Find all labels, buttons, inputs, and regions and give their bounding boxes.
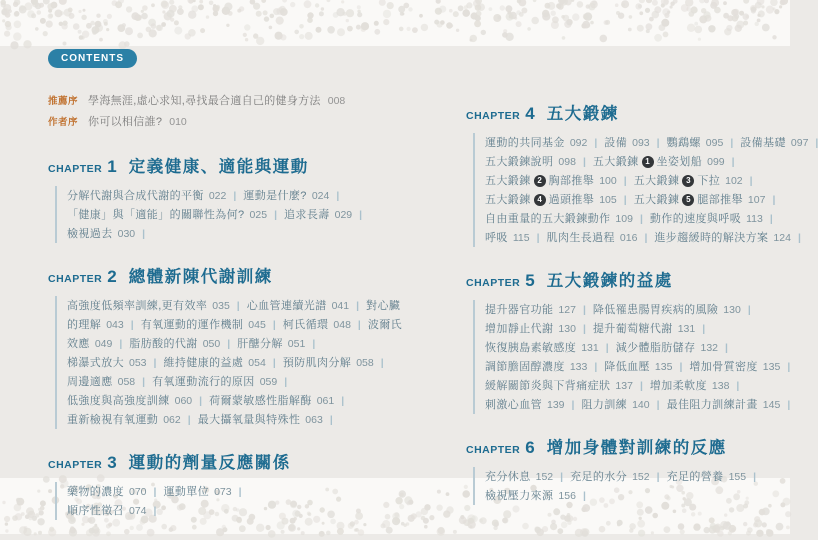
separator: |: [753, 471, 757, 483]
page-number: 049: [94, 338, 113, 350]
toc-entry-title: 五大鍛鍊: [633, 194, 680, 206]
separator: |: [357, 319, 361, 331]
toc-entry-title: 五大鍛鍊: [633, 175, 680, 187]
page-number: 113: [746, 213, 763, 225]
toc-entry-title: 設備基礎: [740, 137, 786, 149]
halftone-band-top: [0, 0, 790, 46]
toc-entry-title: 鸚鵡螺: [666, 137, 701, 149]
separator: |: [730, 137, 734, 149]
toc-entry-title: 坐姿划船: [656, 156, 703, 168]
separator: |: [815, 137, 818, 149]
separator: |: [702, 323, 706, 335]
toc-line: [485, 190, 778, 209]
preface-title: 你可以相信誰?: [88, 116, 163, 128]
preface-title: 學海無涯,虛心求知,尋找最合適自己的健身方法: [88, 95, 321, 107]
chapter-items: [55, 482, 400, 520]
toc-entry-title: 充足的水分: [570, 471, 628, 483]
page-number: 074: [129, 505, 147, 517]
separator: |: [336, 190, 340, 202]
page-number: 045: [248, 319, 266, 331]
toc-line: [67, 410, 400, 429]
toc-entry-title: 自由重量的五大鍛鍊動作: [485, 213, 611, 225]
toc-entry-title: 減少體脂肪儲存: [615, 342, 696, 354]
separator: |: [772, 194, 776, 206]
chapter-items: [473, 467, 778, 505]
chapter-heading: [466, 267, 778, 291]
separator: |: [797, 232, 801, 244]
separator: |: [747, 304, 751, 316]
toc-entry-title: 有氧運動的運作機制: [140, 319, 244, 331]
page-number: 152: [535, 471, 554, 483]
separator: |: [571, 399, 575, 411]
toc-line: [485, 338, 778, 357]
toc-line: [485, 319, 778, 338]
toc-entry-title: 充足的營養: [666, 471, 724, 483]
toc-line: [67, 501, 400, 520]
toc-line: [67, 296, 400, 315]
toc-entry-title: 檢視壓力來源: [485, 490, 554, 502]
toc-entry-title: 五大鍛鍊: [592, 156, 639, 168]
contents-badge: CONTENTS: [48, 49, 137, 68]
page-number: 063: [305, 414, 323, 426]
chapter-heading: [48, 449, 400, 473]
toc-entry-title: 運動單位: [163, 486, 210, 498]
separator: |: [227, 338, 231, 350]
separator: |: [656, 471, 660, 483]
toc-entry-title: 低強度與高強度訓練: [67, 395, 170, 407]
chapter-word: CHAPTER: [466, 444, 521, 456]
separator: |: [623, 175, 627, 187]
toc-line: [67, 482, 400, 501]
page-number: 051: [287, 338, 306, 350]
page-number: 145: [762, 399, 781, 411]
page-number: 138: [711, 380, 730, 392]
separator: |: [380, 357, 384, 369]
chapter-title: 定義健康、適能與運動: [128, 157, 309, 176]
page-number: 010: [169, 116, 187, 128]
separator: |: [312, 338, 316, 350]
toc-entry-title: 降低罹患腸胃疾病的風險: [592, 304, 719, 316]
page-number: 043: [106, 319, 124, 331]
chapter-heading: [48, 153, 400, 177]
toc-line: [67, 186, 400, 205]
toc-entry-title: 有氧運動流行的原因: [152, 376, 255, 388]
toc-entry-title: 對心臟: [366, 300, 401, 312]
separator: |: [356, 300, 360, 312]
page-number: 102: [725, 175, 743, 187]
toc-entry-title: 最佳阻力訓練計畫: [666, 399, 758, 411]
page-number: 030: [117, 228, 136, 240]
page-number: 025: [249, 209, 268, 221]
numbered-circle-icon: 3: [682, 175, 694, 187]
page-number: 139: [547, 399, 565, 411]
page-number: 109: [615, 213, 633, 225]
separator: |: [731, 156, 735, 168]
page-number: 131: [581, 342, 599, 354]
page-number: 054: [248, 357, 266, 369]
preface-entry: [48, 111, 400, 132]
toc-entry-title: 柯氏循環: [282, 319, 329, 331]
separator: |: [236, 300, 240, 312]
chapter-number: 4: [525, 104, 535, 123]
chapter-items: [55, 296, 403, 429]
page-number: 035: [212, 300, 230, 312]
toc-line: [485, 376, 778, 395]
separator: |: [153, 357, 157, 369]
toc-entry-title: 進步趨緩時的解決方案: [654, 232, 769, 244]
page-number: 156: [558, 490, 576, 502]
separator: |: [594, 137, 598, 149]
toc-line: [67, 224, 400, 243]
chapter-block: [48, 263, 403, 429]
separator: |: [787, 361, 791, 373]
toc-entry-title: 下拉: [697, 175, 721, 187]
page-number: 061: [316, 395, 335, 407]
left-column-chapters: [48, 153, 403, 520]
page-number: 135: [654, 361, 673, 373]
separator: |: [274, 209, 278, 221]
separator: |: [560, 471, 564, 483]
numbered-circle-icon: 1: [642, 156, 654, 168]
separator: |: [639, 213, 643, 225]
chapter-word: CHAPTER: [48, 459, 103, 471]
separator: |: [594, 361, 598, 373]
toc-entry-title: 脂肪酸的代謝: [129, 338, 198, 350]
toc-entry-title: 梯瀑式放大: [67, 357, 124, 369]
separator: |: [749, 175, 753, 187]
page-number: 127: [558, 304, 576, 316]
chapter-heading: [466, 100, 778, 124]
page-number: 041: [331, 300, 350, 312]
page-number: 140: [632, 399, 650, 411]
separator: |: [153, 486, 157, 498]
toc-line: [485, 209, 778, 228]
separator: |: [187, 414, 191, 426]
separator: |: [769, 213, 773, 225]
toc-line: [485, 357, 791, 376]
chapter-title: 運動的劑量反應關係: [128, 453, 291, 472]
toc-entry-title: 呼吸: [485, 232, 508, 244]
preface-label: 作者序: [48, 117, 79, 128]
toc-entry-title: 阻力訓練: [581, 399, 628, 411]
toc-entry-title: 緩解關節炎與下背痛症狀: [485, 380, 611, 392]
halftone-dots-top-icon: [0, 0, 790, 46]
toc-line: [485, 171, 778, 190]
toc-entry-title: 「健康」與「適能」的關聯性為何?: [67, 209, 245, 221]
chapter-word: CHAPTER: [48, 163, 103, 175]
separator: |: [199, 395, 203, 407]
page-number: 070: [129, 486, 147, 498]
chapter-number: 2: [107, 267, 117, 286]
numbered-circle-icon: 2: [534, 175, 546, 187]
toc-entry-title: 檢視過去: [67, 228, 113, 240]
chapter-title: 增加身體對訓練的反應: [546, 438, 727, 457]
numbered-circle-icon: 4: [534, 194, 546, 206]
toc-entry-title: 設備: [604, 137, 628, 149]
toc-entry-title: 藥物的濃度: [67, 486, 124, 498]
toc-entry-title: 增加骨質密度: [689, 361, 758, 373]
page-number: 093: [632, 137, 650, 149]
page-number: 132: [700, 342, 719, 354]
page-number: 092: [569, 137, 588, 149]
preface-list: [48, 90, 400, 132]
page-number: 130: [558, 323, 576, 335]
chapter-number: 3: [107, 453, 117, 472]
toc-entry-title: 波爾氏: [367, 319, 403, 331]
toc-entry-title: 效應: [67, 338, 90, 350]
separator: |: [582, 490, 586, 502]
chapter-block: [466, 100, 818, 247]
separator: |: [656, 399, 660, 411]
page-number: 152: [632, 471, 650, 483]
numbered-circle-icon: 5: [682, 194, 694, 206]
page-number: 062: [163, 414, 181, 426]
toc-entry-title: 分解代謝與合成代謝的平衡: [67, 190, 204, 202]
toc-line: [485, 395, 791, 414]
page-number: 155: [728, 471, 747, 483]
toc-line: [485, 133, 818, 152]
separator: |: [639, 380, 643, 392]
chapter-block: [48, 153, 400, 243]
toc-entry-title: 重新檢視有氧運動: [67, 414, 159, 426]
toc-line: [67, 205, 400, 224]
chapter-block: [466, 434, 778, 505]
chapter-word: CHAPTER: [466, 277, 521, 289]
page-number: 073: [214, 486, 232, 498]
separator: |: [153, 505, 157, 517]
toc-entry-title: 提升葡萄糖代謝: [592, 323, 673, 335]
toc-entry-title: 順序性徵召: [67, 505, 124, 517]
page-number: 050: [202, 338, 221, 350]
toc-entry-title: 五大鍛鍊說明: [485, 156, 554, 168]
toc-entry-title: 五大鍛鍊: [485, 194, 531, 206]
chapter-items: [473, 300, 791, 414]
toc-line: [67, 372, 400, 391]
separator: |: [536, 232, 540, 244]
toc-entry-title: 五大鍛鍊: [485, 175, 531, 187]
page-number: 048: [333, 319, 351, 331]
separator: |: [644, 232, 648, 244]
toc-entry-title: 恢復胰島素敏感度: [485, 342, 577, 354]
toc-entry-title: 運動是什麼?: [243, 190, 307, 202]
separator: |: [238, 486, 242, 498]
page-number: 135: [762, 361, 781, 373]
toc-entry-title: 動作的速度與呼吸: [649, 213, 742, 225]
toc-entry-title: 肝醣分解: [237, 338, 283, 350]
toc-line: [485, 486, 778, 505]
chapter-title: 五大鍛鍊: [546, 104, 619, 123]
page-number: 133: [569, 361, 588, 373]
separator: |: [736, 380, 740, 392]
separator: |: [623, 194, 627, 206]
separator: |: [359, 209, 363, 221]
toc-entry-title: 胸部推舉: [548, 175, 595, 187]
separator: |: [233, 190, 237, 202]
toc-line: [485, 300, 778, 319]
toc-entry-title: 高強度低頻率訓練,更有效率: [67, 300, 208, 312]
preface-entry: [48, 90, 400, 111]
page-number: 124: [773, 232, 791, 244]
chapter-word: CHAPTER: [48, 273, 103, 285]
page-number: 016: [619, 232, 638, 244]
toc-entry-title: 維持健康的益處: [163, 357, 244, 369]
toc-entry-title: 腿部推舉: [697, 194, 743, 206]
page-number: 029: [334, 209, 353, 221]
page-number: 100: [599, 175, 617, 187]
toc-entry-title: 周邊適應: [67, 376, 113, 388]
toc-entry-title: 降低血壓: [604, 361, 650, 373]
toc-entry-title: 增加靜止代謝: [485, 323, 554, 335]
separator: |: [142, 228, 146, 240]
separator: |: [679, 361, 683, 373]
page-number: 131: [677, 323, 696, 335]
separator: |: [341, 395, 345, 407]
page-number: 095: [705, 137, 724, 149]
toc-entry-title: 心血管連續光譜: [246, 300, 327, 312]
toc-line: [67, 353, 400, 372]
chapter-block: [466, 267, 791, 414]
toc-entry-title: 過頭推舉: [548, 194, 595, 206]
page-number: 098: [558, 156, 576, 168]
chapter-title: 五大鍛鍊的益處: [546, 271, 673, 290]
page-number: 060: [174, 395, 193, 407]
separator: |: [329, 414, 333, 426]
page-number: 058: [117, 376, 136, 388]
page-number: 099: [707, 156, 725, 168]
right-column: [466, 100, 818, 525]
toc-entry-title: 調節膽固醇濃度: [485, 361, 565, 373]
toc-line: [485, 228, 801, 247]
page-number: 107: [747, 194, 766, 206]
toc-line: [67, 334, 400, 353]
toc-entry-title: 充分休息: [485, 471, 531, 483]
separator: |: [272, 319, 276, 331]
separator: |: [284, 376, 288, 388]
toc-entry-title: 的理解: [67, 319, 102, 331]
toc-entry-title: 增加柔軟度: [649, 380, 707, 392]
separator: |: [582, 156, 586, 168]
page-number: 024: [311, 190, 330, 202]
chapter-number: 5: [525, 271, 535, 290]
chapter-title: 總體新陳代謝訓練: [128, 267, 273, 286]
page-number: 115: [512, 232, 530, 244]
toc-line: [485, 467, 778, 486]
chapter-items: [55, 186, 400, 243]
page-number: 105: [599, 194, 617, 206]
toc-entry-title: 追求長壽: [284, 209, 330, 221]
page-number: 053: [129, 357, 147, 369]
page-number: 059: [259, 376, 278, 388]
toc-entry-title: 荷爾蒙敏感性脂解酶: [209, 395, 312, 407]
chapter-block: [48, 449, 400, 520]
toc-entry-title: 運動的共同基金: [485, 137, 565, 149]
toc-entry-title: 肌肉生長過程: [546, 232, 615, 244]
preface-label: 推薦序: [48, 96, 79, 107]
page-number: 022: [208, 190, 227, 202]
separator: |: [656, 137, 660, 149]
separator: |: [787, 399, 791, 411]
chapter-number: 6: [525, 438, 535, 457]
chapter-items: [473, 133, 818, 247]
separator: |: [119, 338, 123, 350]
chapter-number: 1: [107, 157, 117, 176]
separator: |: [582, 304, 586, 316]
toc-line: [67, 315, 403, 334]
page-number: 130: [723, 304, 741, 316]
separator: |: [725, 342, 728, 354]
chapter-heading: [466, 434, 778, 458]
page-number: 008: [327, 95, 346, 107]
separator: |: [272, 357, 276, 369]
chapter-heading: [48, 263, 400, 287]
page-number: 137: [615, 380, 633, 392]
chapter-word: CHAPTER: [466, 110, 521, 122]
separator: |: [142, 376, 146, 388]
toc-line: [67, 391, 400, 410]
toc-entry-title: 預防肌肉分解: [282, 357, 352, 369]
toc-entry-title: 刺激心血管: [485, 399, 542, 411]
separator: |: [582, 323, 586, 335]
separator: |: [605, 342, 609, 354]
left-page-column: [48, 90, 403, 540]
toc-entry-title: 最大攝氧量與特殊性: [197, 414, 301, 426]
toc-line: [485, 152, 778, 171]
page-number: 097: [790, 137, 809, 149]
page-number: 058: [356, 357, 374, 369]
separator: |: [130, 319, 134, 331]
toc-entry-title: 提升器官功能: [485, 304, 554, 316]
